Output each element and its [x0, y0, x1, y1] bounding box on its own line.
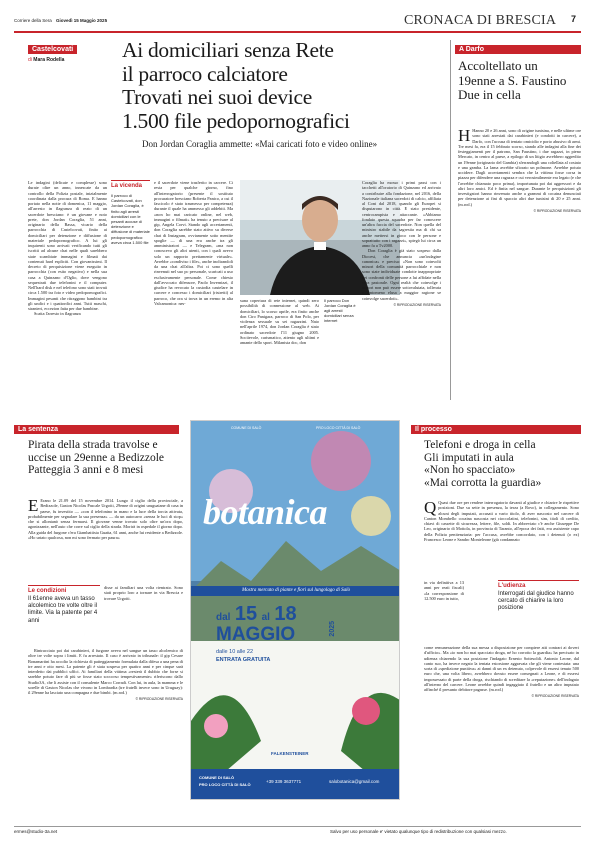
ad-entry: ENTRATA GRATUITA	[216, 657, 271, 663]
headline-line-2: il parroco calciatore	[122, 61, 288, 86]
processo-headline	[424, 439, 579, 489]
darfo-tag: A Darfo	[455, 45, 581, 54]
main-col-4	[362, 180, 441, 395]
processo-headline-3: «Non ho spacciato»	[424, 464, 516, 476]
page-number: 7	[571, 14, 577, 24]
processo-headline-4: «Mai corrotta la guardia»	[424, 476, 542, 489]
ad-year: 2025	[329, 621, 336, 637]
ad-brand: botanica	[203, 492, 328, 532]
sentenza-body-1: Erano le 21.09 del 15 novembre 2014. Lungo il ciglio della provinciale, a Bedizzole, Gaston Nicolas Pascale Urgoiti, 29enne di origini uruguaiane di casa in paese, fu investito — «con il telefonino in mano e la luce della torcia attivata, probabilmente per segnalare la sua presenza» — da un autocarro «senza le luci di stop» che si allontanò senza fermarsi. Il giovane venne trovato solo oltre un'ora dopo, agonizzante, nell'auto che corre sul ciglio della strada. Morirà in ospedale il giorno dopo. Alla guida del furgone c'era Giambattista Guatta, 61 anni, anche lui residente a Bedizzole. «Ho urtato qualcosa, non mi sono fermato per paura»	[28, 498, 183, 540]
footer-notice: Salvo per uso personale e' vietato qualunque tipo di redistribuzione con qualsiasi mezzo.	[330, 829, 507, 834]
darfo-body	[458, 128, 581, 390]
main-col-1-text-b: Scatta l'arresto in flagranza	[34, 311, 81, 317]
condizioni-title: Le condizioni	[28, 588, 67, 594]
ad-tagline: Mostra mercato di piante e fiori sul lungolago di Salò	[241, 588, 350, 593]
processo-headline-1: Telefoni e droga in cella	[424, 439, 536, 451]
main-subtitle: Don Jordan Coraglia ammette: «Mai caricati foto e video online»	[142, 139, 378, 149]
ad-logo-left: COMUNE DI SALÒ	[231, 426, 262, 430]
sentenza-body-3-text: Rintracciato poi dai carabinieri, il furgone aveva nel sangue un tasso alcolemico di oltre tre volte sopra i limiti. E fu arrestato. Il caso è arrivato in tribunale: il gip Cesare Bonamartini ha accolto la richiesta di patteggiamento formulata dalla difesa a una pena di tre anni e otto mesi. La patente gli è stata sospesa per quattro anni e per cinque sarà interdetto dai pubblici uffici. Ai familiari della vittima «resterà il dubbio che forse si sarebbe potuto fare di più se fosse stato soccorso tempestivamente» riferiscono dallo Studio3A, che li assiste con il consulente Marco Corradi. Con lui, in aula, la mamma e le sorelle di Gaston Nicolas che vivono in Lombardia (tre fratelli invece sono in Uruguay): il 29enne ha lasciato una compagna e due bimbi. (m.rod.)	[28, 648, 183, 695]
headline-line-3: Trovati nei suoi device	[122, 85, 312, 109]
sentenza-body-3	[28, 648, 183, 800]
processo-body-2: in via definitiva a 13 anni per reati fiscali) «la corresponsione di 12.500 euro in tutto,	[424, 580, 464, 601]
sentenza-body-2: disse ai familiari una volta rientrato. Sono stati proprio loro a tornare in via Brescia e trovare Urgoiti.	[104, 585, 183, 601]
main-byline	[28, 57, 64, 63]
ad-day-2: 18	[274, 603, 297, 625]
main-col-1-text: Le indagini (delicate e complesse) sono durate oltre un anno, innescate da un controllo della Polizia postale, inizialmente coordinata dalla procura di Roma. E hanno portato nella notte di domenica, 11 maggio, all'arresto in flagranza di reato di un sacerdote bresciano: è un giovane e noto prete, don Jordan Coraglia, 51 anni, originario della Bassa, vicario della parrocchia di Castelcovati, finito ai domiciliari per detenzione e diffusione di materiale pedopornografico. A lui gli inquirenti sono arrivati verificando tutti gli iscritti ad alcune chat nelle quali sarebbero state scambiate immagini e filmati dai contenuti hard espliciti. Con giovanissimi. Il decreto di perquisizione viene eseguito in parrocchia (con esito negativo) e nella sua casa a Quinzano d'Oglio, dove vengono sequestrati due telefonini e il computer. Nell'hard disk e nel telefono sono stati trovati circa 1.500 tra foto e video pedopornografici. Immagini pesanti che ritraggono bambini tra gli undici e i quattordici anni. Tutti maschi, stranieri, eccezion fatta per due bambine.	[28, 180, 107, 311]
processo-dropcap: Q	[424, 500, 437, 517]
headline-line-1: Ai domiciliari senza Rete	[122, 38, 334, 62]
vicenda-box-title: La vicenda	[111, 183, 143, 189]
photo-caption: Il parroco Don Jordan Coraglia è agli arresti domiciliari senza internet	[324, 298, 356, 323]
main-section-tag: Castelcovati	[28, 45, 77, 54]
ad-footer-1: COMUNE DI SALÒ	[199, 775, 235, 780]
byline-author: Mara Rodella	[33, 57, 65, 63]
main-col-2: e il sacerdote viene trasferito in carcere. Ci resta per qualche giorno, fino all'interrogatorio (presente il sostituto procuratore bresciano Roberta Panico, a cui il fascicolo è stato trasmesso per competenza) durante il quale ha ammesso gli addebiti. Ma «non ho mai caricato online, nel web, immagini o filmati» ha tenuto a precisare al gip, Angela Corvi. Stando agli accertamenti, don Coraglia sarebbe stato attivo su diverse chat di Instagram, ovviamente sotto mentite spoglie — di una era anche tra gli amministratori — e Telegram, «ma non conoscevo gli altri utenti, con i quali avevo solo un rapporto prettamente virtuale». Avrebbe «condiviso i file», anche inoltrandoli da una chat all'altra. Poi ci sono quelli rinvenuti nel suo pc personale, scaricati a uso esclusivamente personale. Come chiesto dall'avvocato difensore, Paolo Invernizzi, il giudice ha revocato la custodia cautelare in carcere e concesso i domiciliari (ristretti) al parroco, che ora si trova in un eremo in alta Valcamonica: nes-	[154, 180, 233, 306]
main-copyright: © RIPRODUZIONE RISERVATA	[393, 302, 441, 307]
vicenda-box	[111, 180, 150, 290]
sentenza-copyright: © RIPRODUZIONE RISERVATA	[135, 697, 183, 702]
ad-al: al	[261, 612, 270, 623]
ad-day-1: 15	[234, 603, 258, 625]
main-col-1	[28, 180, 107, 395]
headline-line-4: 1.500 file pedopornografici	[122, 108, 350, 133]
condizioni-text: Il 61enne aveva un tasso alcolemico tre volte oltre il limite. Via la patente per 4 anni	[28, 596, 98, 624]
sentenza-headline: Pirata della strada travolse e uccise un 29enne a Bedizzole Patteggia 3 anni e 8 mesi	[28, 439, 165, 476]
processo-copyright: © RIPRODUZIONE RISERVATA	[531, 694, 579, 699]
sentenza-body	[28, 498, 183, 582]
processo-headline-2: Gli imputati in aula	[424, 451, 514, 464]
udienza-box	[498, 580, 579, 640]
darfo-headline: Accoltellato un 19enne a S. Faustino Due in cella	[458, 58, 567, 102]
issue-date: Giovedì 15 Maggio 2025	[56, 18, 108, 23]
main-headline	[122, 39, 452, 133]
footer-email: ermes@studio-3a.net	[14, 829, 58, 834]
darfo-copyright: © RIPRODUZIONE RISERVATA	[533, 208, 581, 213]
ad-email: salobotanica@gmail.com	[329, 779, 380, 784]
ad-phone: +39 339 3637771	[266, 779, 302, 784]
darfo-dropcap: H	[458, 128, 471, 145]
right-col-divider	[450, 40, 451, 400]
footer-rule	[14, 826, 581, 827]
processo-body-1	[424, 500, 579, 576]
ad-hours: dalle 10 alle 22	[216, 649, 254, 655]
ad-logo-right: PRO LOCO CITTÀ DI SALÒ	[316, 426, 361, 430]
processo-body-3	[424, 645, 579, 800]
udienza-text: Interrogati dal giudice hanno cercato di chiarire la loro posizione	[498, 591, 574, 612]
darfo-body-text: Hanno 20 e 26 anni, sono di origine tunisina, e nelle ultime ore sono stati arrestati dai carabinieri (e condotti in carcere), a Darfo, con l'accusa di tentato omicidio e porto abusivo di armi. Tre mesi fa, era il 15 febbraio scorso, stando alle indagini alla fine dei festeggiamenti per il patrono, San Faustino, i due ragazzi, in pieno Mercato, in centro al paese, a epilogo di un litigio avrebbero aggredito un 19enne (originario del Gambia) sferrandogli una coltellata al costato e una gamba. La lama avrebbe sfiorato un polmone. Avrebbe potuto uccidere. Dagli accertamenti sembra che la vittima fosse corsa in piazza per difendere una ragazza e cui verosimilmente era legato (e che l'avrebbe chiamato poco prima), importunata poi dai aggressori e da altri loro amici. Ed è finita nel sangue. Durante le perquisizioni gli investigatori hanno rinvenuto anche a grammi di cocaina denunciati per detenzione ai fini di spaccio altri due tunisini di 20 e 25 anni. (m.rod.)	[458, 128, 581, 207]
processo-body-3-text: come remunerazione della sua messa a disposizione per compiere atti contrari ai doveri d'ufficio». Ma «io non ho mai spacciato droga, né ho corrotto la guardia» ha precisato in udienza chiarendo la sua posizione l'indagato Ernesto Sottesoldi. Antonio Leone, dal canto suo, ha invece negato la tentata estorsione aggravata che gli viene contestata: una sorta di «spedizione punitiva» ai danni di un ex detenuto, colpevole di essersi tenuto 500 euro che, una volta libero, avrebbero dovuto essere consegnati a Leone, e di essersi impossessato di parte della droga, rischiando di screditare la «reputazione» dell'indagato all'interno del carcere. Leone avrebbe quindi ingaggiato il fratello e un altro imputato affinché il presunto debitore pagasse. (m.rod.)	[424, 645, 579, 692]
condizioni-box	[28, 585, 100, 645]
main-col-4-text: Coraglia ha mosso i primi passi con i tacchetti all'oratorio di Quinzano ed arrivato a contribuire alla fondazione, nel 2016, della Nazionale italiana sacerdoti di calcio, affiliata al Coni dal 2018, quando gli Europei si disputarono in città. E stato presidente, centrocampista e attaccante. «Abbiamo fondato questa squadra per far conoscere un'altra faccia del sacerdote. Non quella del ministro stabile da sagrestia ma di chi sa anche mettersi in gioco con le persone e soprattutto con i ragazzi», spiegò lui circa un anno fa a Tv2000.	[362, 180, 441, 248]
ad-sponsor: FALKENSTEINER	[271, 751, 309, 756]
ad-dates	[216, 603, 297, 626]
processo-tag: Il processo	[411, 425, 581, 434]
processo-body-1-text: Quasi due ore per rendere interrogatorio davanti al giudice e chiarire le rispettive posizioni. Due su sette in presenza, la terza (a Rovo), in collegamento. Sono alcuni degli imputati, accusati a vario titolo, di aver nascosto nel carcere di Canton Mombello cocaina nascosta nei cioccolatini, telefonini, sim, titoli di credito, chiavi di cassette di sicurezza, lettere, file, soldi. In abbreviato c'è anche Giuseppe De Leo, originario di Mottola, in provincia di Taranto, all'epoca dei fatti, era assistente capo della Polizia penitenziaria: per l'accusa, avrebbe concordato, con i detenuti (o ex) Francesco Leone e Sandro Monteleone (già condannato	[424, 500, 579, 542]
ad-footer-2: PRO LOCO CITTÀ DI SALÒ	[199, 782, 251, 787]
section-heading: CRONACA DI BRESCIA	[404, 13, 557, 28]
sentenza-tag: La sentenza	[14, 425, 179, 434]
main-col-4-text-b: Don Coraglia è già stato sospeso dalla Diocesi, che annuncia «un'indagine canonica» e precisa: «Non sono coinvolti minori della comunità parrocchiale e non sono state individuate condotte inappropriate nei confronti delle persone a lui affidate nella cura pastorale. Ogni realtà che coinvolge i minori non può essere sottovalutata, tollerata e tantomeno elusa a maggior ragione se coinvolge sacerdoti».	[362, 248, 441, 301]
masthead-left	[14, 18, 107, 23]
botanica-ad	[190, 420, 400, 800]
ad-tagline-bar	[191, 586, 400, 596]
newspaper-name: Corriere della Sera	[14, 18, 52, 23]
vicenda-box-text: Il parroco di Castelcovati, don Jordan Coraglia, è finito agli arresti domiciliari con le pesanti accuse di detenzione e diffusione di materiale pedopornografico: aveva circa 1.500 file	[111, 193, 150, 245]
main-col-3: suna copertura di rete internet, quindi zero possibilità di connessione al web. Ai domiciliari, lo scorso aprile, era finito anche don Ciro Panigara, parroco di San Polo, per violenza sessuale su sei ragazzini. Nato nell'aprile 1974, don Jordan Coraglia è stato ordinato sacerdote l'11 giugno 2005. Sociievole, carismatico, attento agli ultimi e amante dello sport. Milanista doc, don	[240, 298, 319, 345]
sentenza-dropcap: E	[28, 498, 39, 515]
header-rule	[14, 31, 581, 33]
byline-prefix: di	[28, 57, 32, 63]
ad-month: MAGGIO	[216, 624, 296, 645]
ad-dal: dal	[216, 612, 231, 623]
udienza-title: L'udienza	[498, 583, 526, 589]
